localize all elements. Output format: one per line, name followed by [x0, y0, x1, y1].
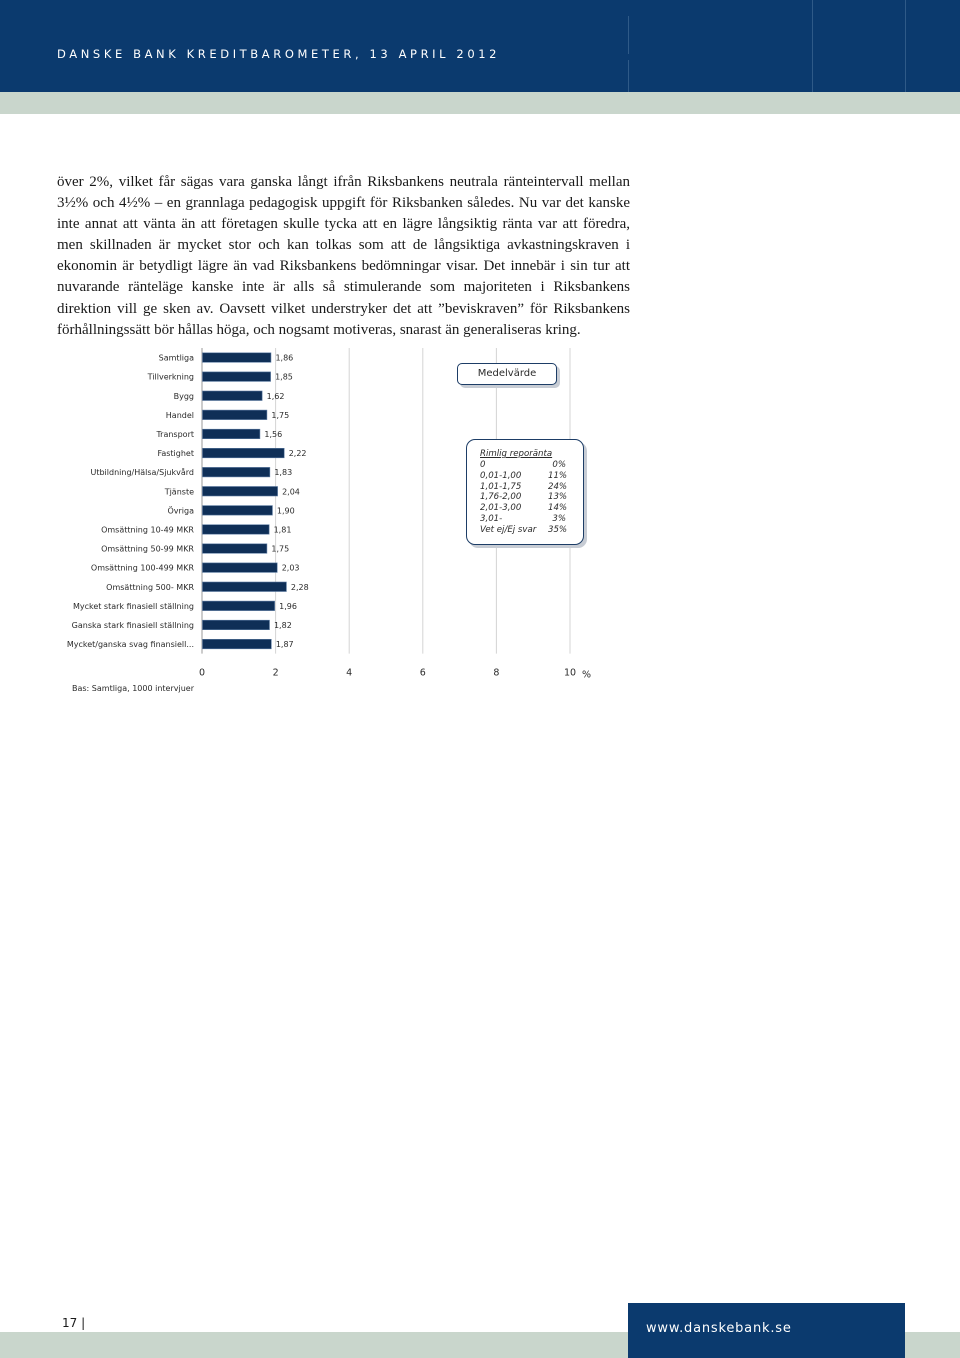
bar — [203, 639, 272, 649]
value-label: 1,86 — [275, 353, 294, 363]
bar — [203, 506, 273, 515]
rate-row: 1,01-1,75 24% — [480, 481, 568, 492]
bar — [203, 353, 271, 363]
category-label: Utbildning/Hälsa/Sjukvård — [90, 468, 194, 478]
value-label: 1,87 — [275, 640, 294, 650]
rate-table-title: Rimlig reporänta — [480, 449, 553, 459]
legend-mean: Medelvärde — [457, 363, 557, 385]
rate-row: 0,01-1,00 11% — [480, 470, 568, 481]
category-label: Transport — [156, 429, 194, 439]
value-label: 1,90 — [276, 506, 295, 516]
category-label: Övriga — [167, 506, 194, 516]
value-label: 2,03 — [281, 563, 300, 573]
value-label: 1,62 — [266, 391, 285, 401]
value-label: 1,96 — [279, 601, 297, 611]
bar — [203, 620, 270, 630]
bar — [203, 448, 285, 458]
x-tick-label: 4 — [346, 667, 353, 679]
x-tick-label: 6 — [419, 667, 426, 679]
category-label: Mycket stark finasiell ställning — [72, 601, 194, 611]
value-label: 2,28 — [290, 582, 309, 592]
rate-row: Vet ej/Ej svar 35% — [480, 524, 568, 535]
category-label: Omsättning 100-499 MKR — [90, 563, 194, 573]
value-label: 1,75 — [271, 544, 290, 554]
bar — [203, 525, 270, 535]
x-tick-label: 10 — [563, 667, 577, 679]
value-label: 1,75 — [271, 410, 290, 420]
header-divider — [905, 0, 906, 92]
body-paragraph: över 2%, vilket får sägas vara ganska långt ifrån Riksbankens neutrala ränteintervall mellan 3½% och 4½% – en grannlaga pedagogisk uppgift för Riksbanken således. Nu var det kanske inte annat att vänta än att företagen skulle tycka att en lägre långsiktig ränta var att föredra, men skillnaden är mycket stor och kan tolkas som att de långsiktiga avkastningskraven i ekonomin är betydligt lägre än vad Riksbankens bedömningar visar. Det innebär i sin tur att nuvarande ränteläge kanske inte är alls så stimulerande som majoriteten i Riksbankens direktion vill ge sken av. Oavsett vilket understryker det att ”beviskraven” för Riksbankens förhållningssätt bör hållas höga, och nogsamt motiveras, snarast än generaliseras kring. — [57, 174, 630, 338]
category-label: Bygg — [173, 391, 194, 401]
x-tick-label: 8 — [493, 667, 500, 679]
category-label: Tillverkning — [147, 372, 194, 382]
chart-base-note: Bas: Samtliga, 1000 intervjuer — [72, 684, 194, 693]
x-tick-label: 2 — [272, 667, 279, 679]
rate-row: 2,01-3,00 14% — [480, 503, 568, 514]
header-band — [0, 0, 960, 92]
bar — [203, 582, 287, 592]
footer-url[interactable]: www.danskebank.se — [646, 1321, 792, 1336]
page-number: 17 | — [62, 1316, 86, 1330]
header-divider — [628, 16, 629, 54]
value-label: 1,82 — [273, 620, 292, 630]
value-label: 1,83 — [274, 468, 293, 478]
value-label: 1,85 — [275, 372, 293, 382]
value-label: 1,81 — [273, 525, 292, 535]
header-title: DANSKE BANK KREDITBAROMETER, 13 APRIL 2012 — [57, 47, 501, 61]
category-label: Tjänste — [164, 487, 194, 497]
bar — [203, 391, 263, 401]
header-divider — [628, 60, 629, 92]
category-label: Omsättning 500- MKR — [106, 582, 194, 592]
rate-table — [466, 439, 584, 545]
value-label: 2,04 — [282, 487, 300, 497]
category-label: Ganska stark finasiell ställning — [71, 620, 194, 630]
category-label: Samtliga — [158, 353, 194, 363]
value-label: 1,56 — [264, 429, 283, 439]
rate-row: 3,01- 3% — [480, 513, 566, 524]
bar — [203, 544, 267, 554]
value-label: 2,22 — [288, 449, 307, 459]
rate-row: 0 0% — [480, 460, 566, 470]
x-tick-label: 0 — [198, 667, 206, 679]
category-label: Fastighet — [157, 449, 194, 459]
bar — [203, 563, 278, 573]
bar — [203, 487, 278, 497]
bar — [203, 601, 275, 611]
x-unit-label: % — [582, 669, 592, 681]
category-label: Handel — [165, 410, 194, 420]
bar — [203, 429, 260, 439]
header-strip — [0, 92, 960, 114]
category-label: Mycket/ganska svag finansiell... — [66, 640, 194, 650]
bar — [203, 410, 267, 420]
rate-row: 1,76-2,00 13% — [480, 492, 568, 503]
category-label: Omsättning 50-99 MKR — [101, 544, 194, 554]
bar — [203, 467, 270, 477]
header-divider — [812, 0, 813, 92]
bar — [203, 372, 271, 382]
category-label: Omsättning 10-49 MKR — [101, 525, 194, 535]
